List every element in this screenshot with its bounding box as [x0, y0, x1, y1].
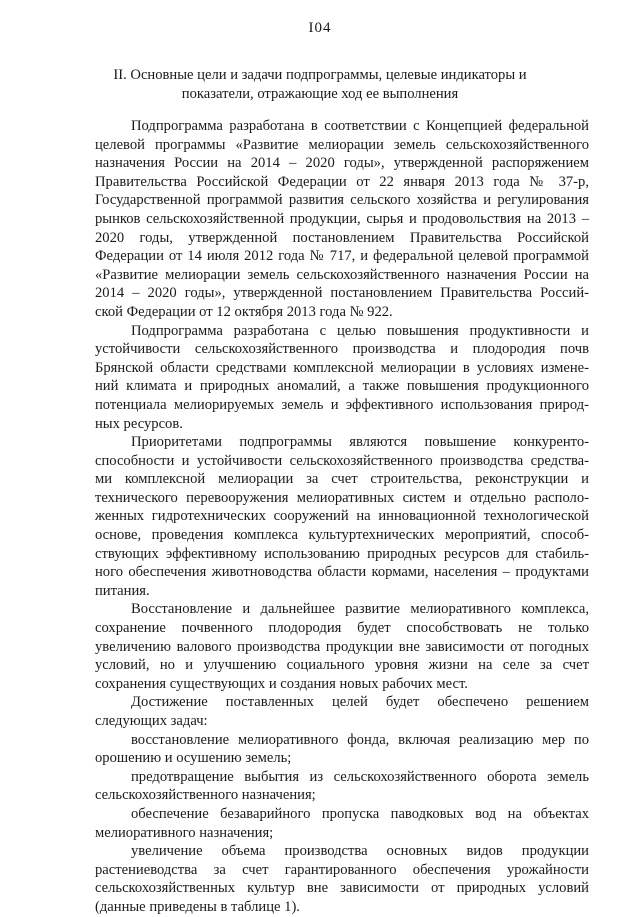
paragraph [95, 731, 589, 768]
paragraph-line: целевой программы «Развитие мелиорации земель сельскохозяйственного [95, 136, 589, 153]
paragraph-line: 2014 – 2020 годы», утвержденной постановлением Правительства Россий- [95, 285, 589, 302]
paragraph-line: орошению и осушению земель; [95, 750, 292, 767]
paragraph-line: мелиоративного назначения; [95, 824, 274, 841]
paragraph-line: ми комплексной мелиорации за счет строительства, реконструкции и [95, 471, 589, 488]
paragraph-line: «Развитие мелиорации земель сельскохозяйственного назначения России на [95, 266, 589, 283]
section-heading-line-1: II. Основные цели и задачи подпрограммы, целевые индикаторы и [113, 67, 527, 83]
paragraph-line: ской Федерации от 12 октября 2013 года № 922. [95, 303, 393, 320]
paragraph-line: сельскохозяйственного назначения; [95, 787, 316, 804]
section-heading [110, 66, 530, 104]
paragraph-line: Достижение поставленных целей будет обеспечено решением [131, 694, 589, 711]
paragraph-line: назначения России на 2014 – 2020 годы», утвержденной распоряжением [95, 155, 589, 172]
paragraph-line: основе, проведения комплекса культуртехнических мероприятий, способ- [95, 527, 589, 544]
paragraph-line: сохранение почвенного плодородия будет способствовать не только [95, 620, 589, 637]
paragraph [95, 322, 589, 434]
paragraph [95, 117, 589, 322]
paragraph-line: Государственной программой развития сельского хозяйства и регулирования [95, 192, 589, 209]
paragraph-line: Приоритетами подпрограммы являются повышение конкуренто- [131, 434, 589, 451]
paragraph [95, 433, 589, 600]
paragraph-line: ных ресурсов. [95, 415, 183, 432]
document-body [95, 117, 589, 917]
paragraph-line: растениеводства за счет гарантированного обеспечения урожайности [95, 861, 589, 878]
paragraph-line: ний климата и природных аномалий, а также повышения продукционного [95, 378, 589, 395]
paragraph-line: ствующих эффективному использованию природных ресурсов для стабиль- [95, 545, 589, 562]
paragraph-line: женных гидротехнических сооружений на инновационной технологической [95, 508, 589, 525]
paragraph-line: ного обеспечения животноводства области кормами, населения – продуктами [95, 564, 589, 581]
paragraph-line: предотвращение выбытия из сельскохозяйственного оборота земель [131, 768, 589, 785]
paragraph-line: условий, но и улучшению социального уровня жизни на селе за счет [95, 657, 589, 674]
paragraph-line: Федерации от 14 июля 2012 года № 717, и федеральной целевой программой [95, 248, 589, 265]
paragraph-line: увеличение объема производства основных видов продукции [131, 843, 589, 860]
paragraph-line: обеспечение безаварийного пропуска паводковых вод на объектах [131, 805, 589, 822]
paragraph-line: увеличению валового производства продукции вне зависимости от погодных [95, 638, 589, 655]
section-heading-line-2: показатели, отражающие ход ее выполнения [181, 86, 459, 102]
paragraph-line: Подпрограмма разработана в соответствии с Концепцией федеральной [131, 118, 589, 134]
paragraph-line: Восстановление и дальнейшее развитие мелиоративного комплекса, [131, 601, 589, 618]
paragraph [95, 805, 589, 842]
paragraph [95, 693, 589, 730]
paragraph-line: 2020 годы, утвержденной постановлением Правительства Российской [95, 229, 589, 246]
paragraph-line: способности и устойчивости сельскохозяйственного производства средства- [95, 452, 589, 469]
paragraph-line: рынков сельскохозяйственной продукции, сырья и продовольствия на 2013 – [95, 210, 589, 227]
paragraph-line: Правительства Российской Федерации от 22 января 2013 года № 37-р, [95, 173, 589, 190]
paragraph-line: следующих задач: [95, 713, 208, 729]
paragraph [95, 600, 589, 693]
paragraph-line: Брянской области средствами комплексной мелиорации в условиях измене- [95, 359, 589, 376]
paragraph-line: Подпрограмма разработана с целью повышения продуктивности и [131, 322, 589, 339]
page-number: I04 [308, 20, 332, 36]
paragraph-line: сохранения существующих и создания новых рабочих мест. [95, 675, 468, 692]
paragraph-line: восстановление мелиоративного фонда, включая реализацию мер по [131, 731, 589, 748]
paragraph-line: устойчивости сельскохозяйственного производства и плодородия почв [95, 341, 589, 358]
paragraph [95, 768, 589, 805]
paragraph-line: сельскохозяйственных культур вне зависимости от природных условий [95, 880, 589, 897]
paragraph-line: потенциала мелиорируемых земель и эффективного использования природ- [95, 396, 589, 413]
paragraph-line: технического перевооружения мелиоративных систем и отдельно располо- [95, 489, 589, 506]
paragraph-line: (данные приведены в таблице 1). [95, 898, 300, 915]
paragraph-line: питания. [95, 582, 150, 599]
paragraph [95, 842, 589, 916]
